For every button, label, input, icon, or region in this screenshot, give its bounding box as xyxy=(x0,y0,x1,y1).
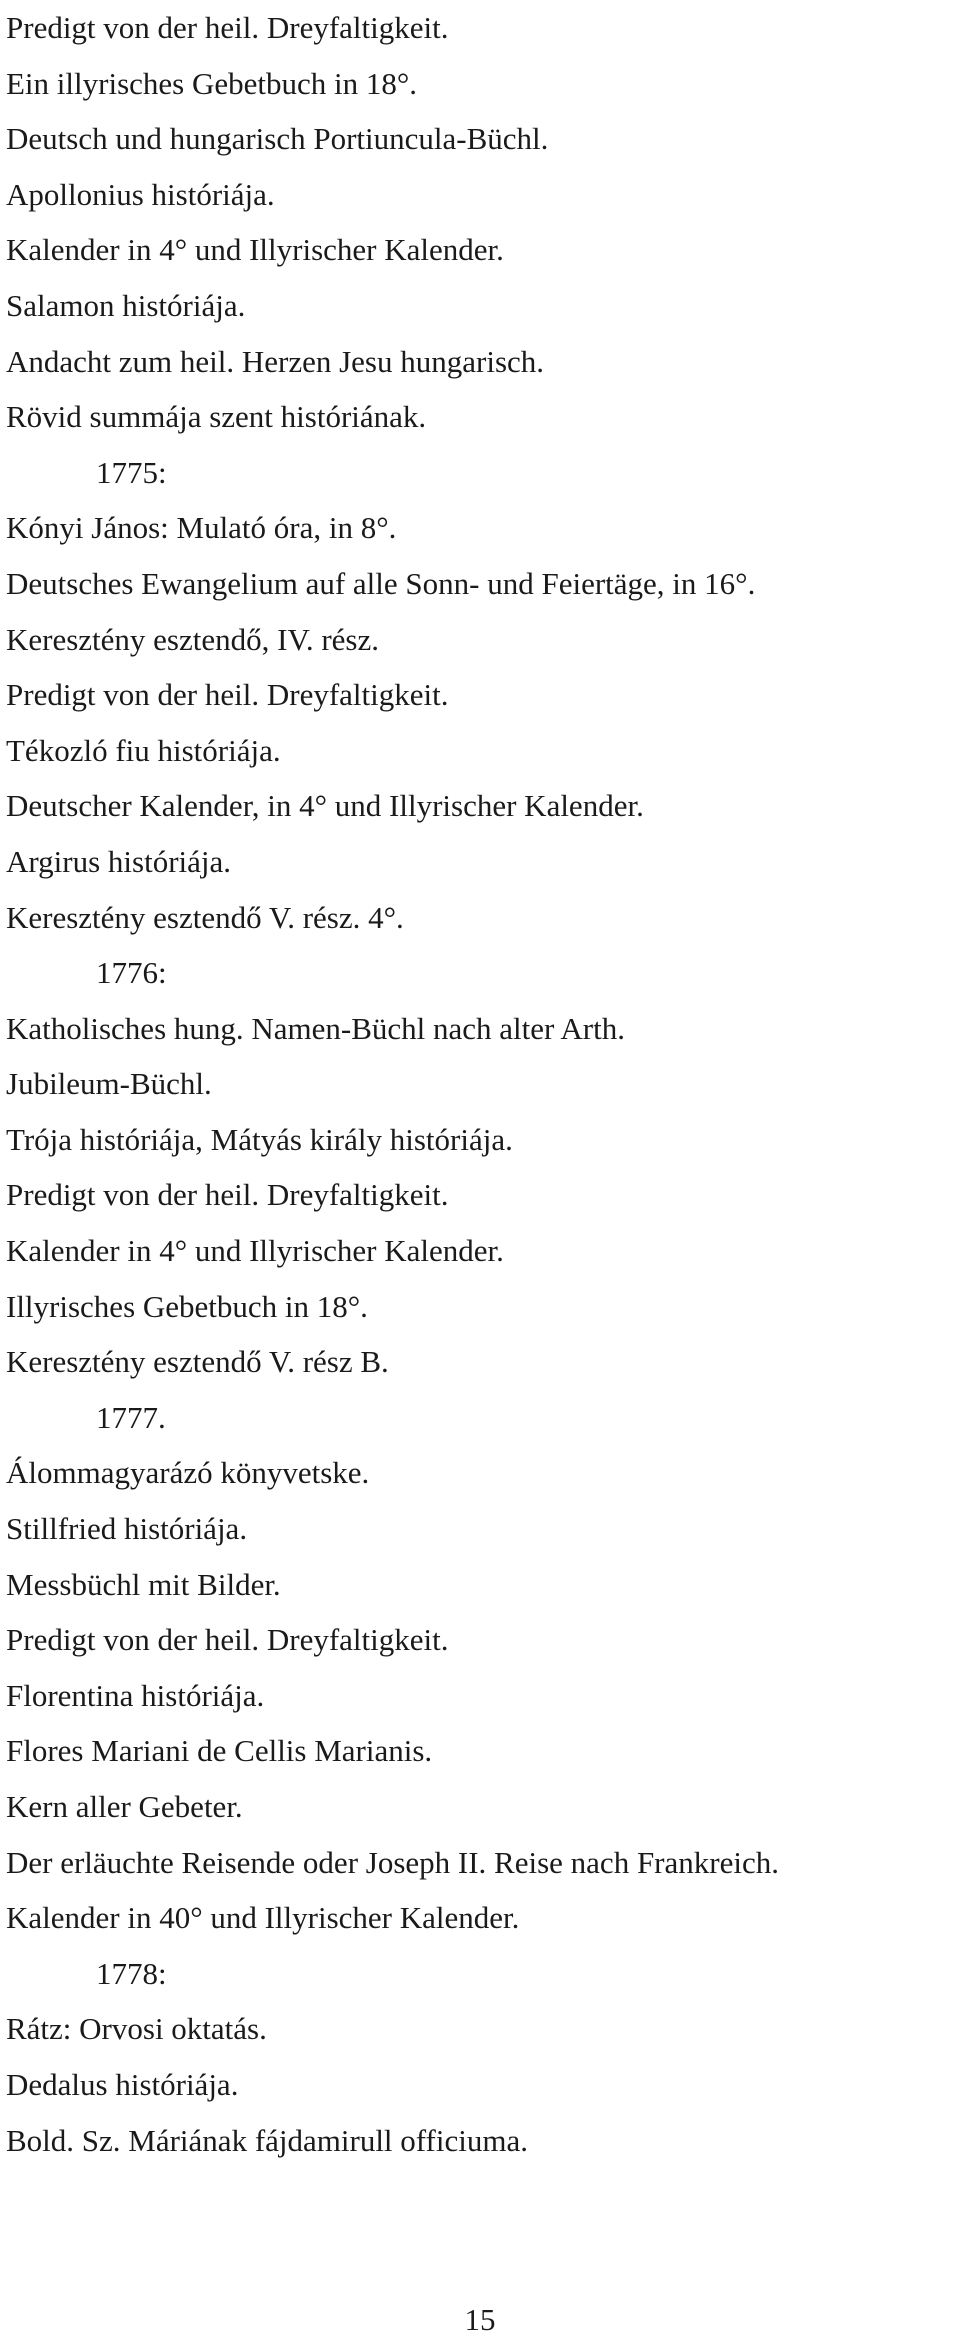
list-item: Deutsches Ewangelium auf alle Sonn- und Feiertäge, in 16°. xyxy=(6,565,756,601)
list-item: Rátz: Orvosi oktatás. xyxy=(6,2011,267,2047)
list-item: Keresztény esztendő V. rész B. xyxy=(6,1344,389,1380)
year-heading: 1778: xyxy=(96,1955,167,1991)
list-item: Kalender in 4° und Illyrischer Kalender. xyxy=(6,232,504,268)
list-item: Messbüchl mit Bilder. xyxy=(6,1566,281,1602)
list-item: Apollonius históriája. xyxy=(6,176,275,212)
page-number: 15 xyxy=(464,2302,496,2337)
list-item: Jubileum-Büchl. xyxy=(6,1066,212,1102)
list-item: Katholisches hung. Namen-Büchl nach alter Arth. xyxy=(6,1010,625,1046)
list-item: Argirus históriája. xyxy=(6,843,232,879)
list-item: Rövid summája szent históriának. xyxy=(6,399,427,435)
list-item: Predigt von der heil. Dreyfaltigkeit. xyxy=(6,677,449,713)
list-item: Flores Mariani de Cellis Marianis. xyxy=(6,1733,433,1769)
list-item: Álommagyarázó könyvetske. xyxy=(6,1455,370,1491)
list-item: Predigt von der heil. Dreyfaltigkeit. xyxy=(6,1177,449,1213)
list-item: Predigt von der heil. Dreyfaltigkeit. xyxy=(6,10,449,45)
list-item: Ein illyrisches Gebetbuch in 18°. xyxy=(6,65,418,101)
list-item: Tékozló fiu históriája. xyxy=(6,732,281,768)
list-item: Andacht zum heil. Herzen Jesu hungarisch. xyxy=(6,343,545,379)
list-item: Trója históriája, Mátyás király históriája. xyxy=(6,1121,513,1157)
list-item: Stillfried históriája. xyxy=(6,1511,248,1547)
list-item: Kónyi János: Mulató óra, in 8°. xyxy=(6,510,397,546)
list-item: Keresztény esztendő V. rész. 4°. xyxy=(6,899,404,935)
list-item: Dedalus históriája. xyxy=(6,2066,239,2102)
list-item: Keresztény esztendő, IV. rész. xyxy=(6,621,379,657)
year-heading: 1777. xyxy=(96,1399,166,1435)
list-item: Florentina históriája. xyxy=(6,1677,265,1713)
list-item: Bold. Sz. Máriának fájdamirull officiuma. xyxy=(6,2122,528,2158)
list-item: Der erläuchte Reisende oder Joseph II. Reise nach Frankreich. xyxy=(6,1844,779,1880)
list-item: Predigt von der heil. Dreyfaltigkeit. xyxy=(6,1622,449,1658)
year-heading: 1776: xyxy=(96,955,167,991)
list-item: Kern aller Gebeter. xyxy=(6,1789,243,1824)
list-item: Deutscher Kalender, in 4° und Illyrischer Kalender. xyxy=(6,788,644,824)
list-item: Salamon históriája. xyxy=(6,287,246,323)
list-item: Deutsch und hungarisch Portiuncula-Büchl. xyxy=(6,121,549,157)
year-heading: 1775: xyxy=(96,454,167,490)
document-body xyxy=(6,0,956,2168)
list-item: Illyrisches Gebetbuch in 18°. xyxy=(6,1288,368,1324)
list-item: Kalender in 4° und Illyrischer Kalender. xyxy=(6,1233,504,1269)
list-item: Kalender in 40° und Illyrischer Kalender. xyxy=(6,1900,520,1936)
